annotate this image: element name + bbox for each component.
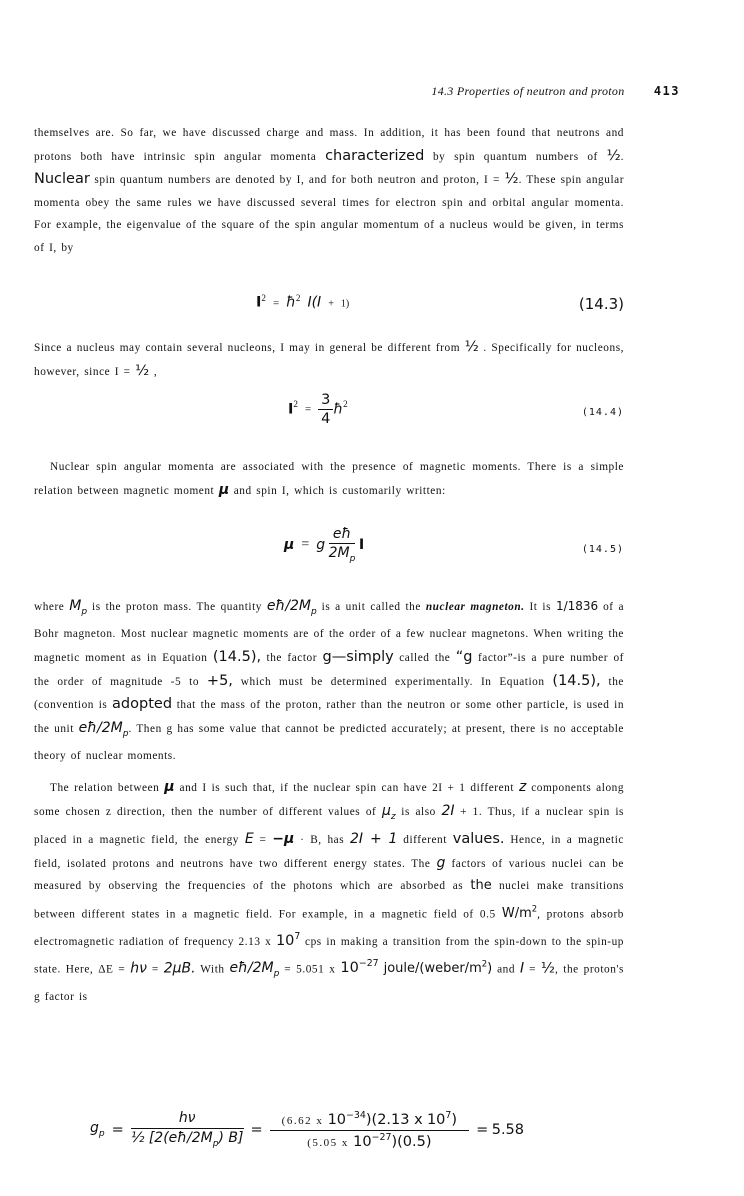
- equation-number: (14.4): [581, 407, 624, 418]
- paragraph-spin: themselves are. So far, we have discussed charge and mass. In addition, it has been found that neutrons and protons both have intrinsic spin angular momenta characterized by spin quantum numbers of ½. Nuclear spin quantum numbers are denoted by I, and for both neutron and proton, I = ½. These spin angular momenta obey the same rules we have discussed several times for electron spin and orbital angular momenta. For example, the eigenvalue of the square of the spin angular momentum of a nucleus would be given, in terms of I, by: [34, 127, 625, 254]
- equation-14-3: $I^2$ = $ħ^2$ I(I + 1) (14.3): [256, 293, 624, 313]
- section-title: 14.3 Properties of neutron and proton: [431, 84, 625, 98]
- equation-number: (14.5): [581, 544, 624, 555]
- page-number: 413: [653, 84, 680, 98]
- equation-14-5: μ = g $\frac{eħ}{2M_p}$ I (14.5): [284, 526, 624, 564]
- paragraph-nuclear-magneton: where $M_p$ is the proton mass. The quantity $eħ/2M_p$ is a unit called the nuclear magneton. It is 1/1836 of a Bohr magneton. Most nuclear magnetic moments are of the order of a few nuclear magnetons. When writing the magnetic moment as in Equation (14.5), the factor g—simply called the “g factor”-is a pure number of the order of magnitude -5 to +5, which must be determined experimentally. In Equation (14.5), the (convention is adopted that the mass of the proton, rather than the neutron or some other particle, is used in the unit $eħ/2M_p$. Then g has some value that cannot be predicted accurately; at present, there is no acceptable theory of nuclear moments.: [34, 598, 625, 763]
- equation-number: (14.3): [578, 295, 624, 313]
- paragraph-g-factor: The relation between μ and I is such that, if the nuclear spin can have 2I + 1 different z components along some chosen z direction, then the number of different values of $\mu_z$ is also 2I + 1. Thus, if a nuclear spin is placed in a magnetic field, the energy E = −μ · B, has 2I + 1 different values. Hence, in a magnetic field, isolated protons and neutrons have two different energy states. The g factors of various nuclei can be measured by observing the frequencies of the photons which are absorbed as the nuclei make transitions between different states in a magnetic field. For example, in a magnetic field of 0.5 $W/m^2$, protons absorb electromagnetic radiation of frequency 2.13 x $10^7$ cps in making a transition from the spin-down to the spin-up state. Here, ΔE = hν = 2μB. With $eħ/2M_p = 5.051$ x $10^{-27}$ joule/$(weber/m^2)$ and I = ½, the proton's g factor is: [34, 779, 625, 1003]
- paragraph-magnetic-moments: Nuclear spin angular momenta are associated with the presence of magnetic moments. There is a simple relation between magnetic moment μ and spin I, which is customarily written:: [34, 461, 624, 498]
- paragraph-nucleons: Since a nucleus may contain several nucleons, I may in general be different from ½ . Specifically for nucleons, however, since I = ½ ,: [34, 339, 625, 379]
- equation-14-4: $I^2$ = $\frac{3}{4}$ $ħ^2$ (14.4): [288, 392, 624, 427]
- equation-gp: $g_p$ = $\frac{h\nu}{\frac{1}{2} [2(eħ/2M_p) B]}$ = $\frac{(6.62 x 10^{-34})(2.13 x 10^7)}{(5.05 x 10^{-27})(0.5)}$ = 5.58: [90, 1110, 525, 1150]
- running-header: [0, 84, 680, 99]
